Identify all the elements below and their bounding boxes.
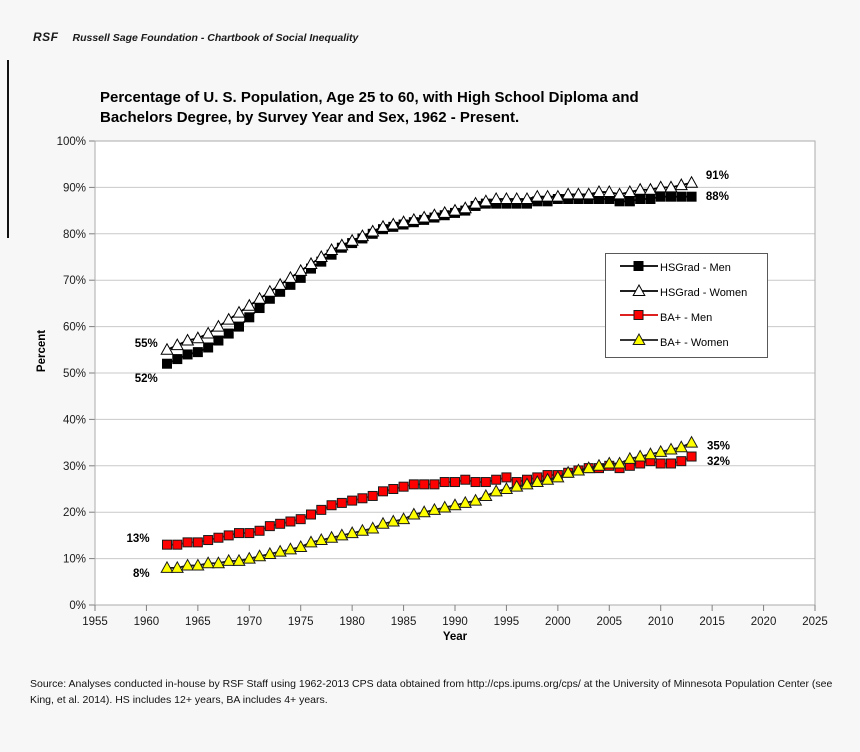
data-point: [677, 192, 686, 201]
y-axis-title: Percent: [36, 329, 48, 373]
data-point: [471, 478, 480, 487]
data-point: [265, 522, 274, 531]
x-tick-label: 1955: [82, 616, 108, 628]
data-point: [348, 496, 357, 505]
y-tick-label: 0%: [69, 600, 86, 612]
data-point: [636, 195, 645, 204]
x-tick-label: 1990: [442, 616, 468, 628]
legend-item-hsgrad-women: [620, 284, 767, 303]
data-point: [677, 457, 686, 466]
data-point: [358, 494, 367, 503]
x-tick-label: 2010: [647, 616, 674, 628]
data-point: [440, 478, 449, 487]
y-tick-label: 100%: [56, 136, 86, 148]
data-point: [296, 515, 305, 524]
source-note: Source: Analyses conducted in-house by RSF Staff using 1962-2013 CPS data obtained from http://cps.ipums.org/cps/ at the University of Minnesota Population Center (see King, et al. 2014). HS includes 12+ years, BA includes 4+ years.: [30, 678, 833, 706]
data-point: [245, 313, 254, 322]
data-point: [173, 355, 182, 364]
data-point: [625, 197, 634, 206]
data-point: [307, 510, 316, 519]
data-point: [656, 192, 665, 201]
legend-label: BA+ - Men: [660, 311, 713, 324]
x-tick-label: 2005: [596, 616, 623, 628]
data-point: [224, 329, 233, 338]
data-point: [317, 505, 326, 514]
x-tick-label: 1980: [339, 616, 365, 628]
x-tick-label: 1970: [236, 616, 263, 628]
y-tick-label: 40%: [62, 414, 86, 427]
data-point: [389, 485, 398, 494]
data-label: 32%: [706, 456, 730, 469]
y-tick-label: 10%: [62, 553, 86, 566]
data-label: 91%: [705, 169, 729, 182]
legend-item-hsgrad-men: [620, 259, 767, 278]
data-label: 88%: [705, 190, 729, 203]
data-point: [204, 536, 213, 545]
y-tick-label: 70%: [62, 275, 86, 288]
data-point: [214, 533, 223, 542]
x-tick-label: 2025: [802, 616, 828, 628]
legend-item-ba-women: [620, 333, 767, 352]
data-point: [193, 538, 202, 547]
data-label: 52%: [134, 373, 158, 386]
x-tick-label: 1960: [133, 616, 160, 628]
data-label: 35%: [706, 440, 730, 453]
data-point: [409, 480, 418, 489]
x-tick-label: 2020: [750, 616, 777, 628]
data-point: [255, 304, 264, 313]
chart-title-line2: Bachelors Degree, by Survey Year and Sex, 1962 - Present.: [100, 109, 520, 126]
x-tick-label: 2015: [699, 616, 725, 628]
data-point: [368, 491, 377, 500]
data-point: [656, 459, 665, 468]
data-point: [399, 482, 408, 491]
x-axis-title: Year: [442, 631, 468, 643]
data-point: [687, 192, 696, 201]
data-point: [492, 475, 501, 484]
data-point: [451, 478, 460, 487]
data-point: [235, 529, 244, 538]
legend-label: HSGrad - Women: [660, 287, 748, 300]
data-point: [667, 459, 676, 468]
ba-men-marker-icon: [620, 308, 658, 327]
data-point: [286, 517, 295, 526]
data-label: 13%: [126, 533, 150, 546]
legend-item-ba-men: [620, 308, 767, 327]
data-point: [224, 531, 233, 540]
hsgrad-men-marker-icon: [620, 259, 658, 278]
y-tick-label: 50%: [62, 368, 86, 380]
data-point: [214, 336, 223, 345]
data-point: [430, 480, 439, 489]
x-tick-label: 1965: [185, 616, 211, 628]
data-point: [646, 195, 655, 204]
data-point: [163, 359, 172, 368]
data-point: [502, 473, 511, 482]
data-point: [481, 478, 490, 487]
data-point: [163, 540, 172, 549]
x-tick-label: 2000: [545, 616, 571, 628]
data-point: [183, 538, 192, 547]
legend-label: BA+ - Women: [660, 336, 729, 349]
chart-title-line1: Percentage of U. S. Population, Age 25 to 60, with High School Diploma and: [100, 89, 639, 106]
data-point: [173, 540, 182, 549]
data-point: [193, 348, 202, 357]
data-point: [461, 475, 470, 484]
y-tick-label: 90%: [62, 182, 86, 195]
rsf-logo: RSF: [33, 30, 59, 44]
data-point: [337, 498, 346, 507]
data-point: [183, 350, 192, 359]
chart-legend: [605, 253, 768, 358]
y-tick-label: 30%: [62, 460, 86, 473]
x-tick-label: 1975: [287, 616, 314, 628]
header-subtitle: Russell Sage Foundation - Chartbook of Social Inequality: [72, 32, 359, 44]
x-tick-label: 1985: [390, 616, 417, 628]
data-point: [255, 526, 264, 535]
data-point: [235, 322, 244, 331]
data-point: [667, 192, 676, 201]
legend-label: HSGrad - Men: [660, 262, 731, 275]
data-point: [245, 529, 254, 538]
data-point: [327, 501, 336, 510]
data-point: [204, 343, 213, 352]
x-tick-label: 1995: [493, 616, 520, 628]
data-label: 8%: [132, 567, 150, 580]
hsgrad-women-marker-icon: [620, 284, 658, 303]
data-label: 55%: [134, 337, 158, 350]
data-point: [420, 480, 429, 489]
data-point: [379, 487, 388, 496]
data-point: [687, 452, 696, 461]
ba-women-marker-icon: [620, 333, 658, 352]
y-tick-label: 80%: [62, 228, 86, 241]
data-point: [276, 519, 285, 528]
y-tick-label: 20%: [62, 507, 86, 520]
y-tick-label: 60%: [62, 321, 86, 334]
